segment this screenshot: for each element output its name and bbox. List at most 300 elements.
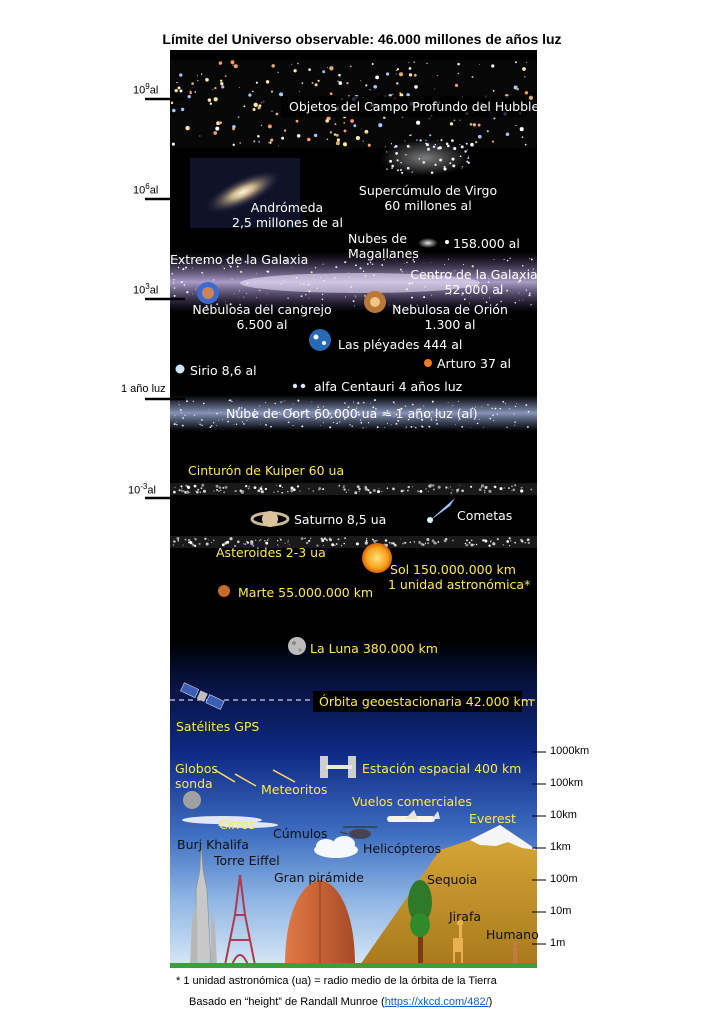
star-particle	[363, 402, 365, 404]
star-particle	[213, 490, 214, 491]
star-particle	[468, 156, 469, 157]
star-particle	[206, 543, 209, 546]
star-particle	[266, 80, 269, 83]
star-particle	[242, 421, 243, 422]
star-particle	[281, 492, 283, 494]
star-particle	[291, 64, 292, 65]
moon	[288, 637, 306, 655]
star-particle	[309, 298, 310, 299]
star-particle	[173, 544, 175, 546]
star-particle	[246, 293, 247, 294]
star-particle	[256, 273, 257, 274]
star-particle	[452, 158, 455, 161]
star-particle	[396, 74, 397, 75]
star-particle	[500, 489, 501, 490]
star-particle	[289, 281, 290, 282]
star-particle	[239, 142, 241, 144]
star-particle	[454, 119, 456, 121]
star-particle	[287, 298, 288, 299]
star-particle	[277, 72, 278, 73]
star-particle	[280, 539, 282, 541]
star-particle	[414, 74, 417, 77]
star-particle	[254, 103, 258, 107]
star-particle	[400, 269, 402, 271]
star-particle	[173, 279, 174, 280]
star-particle	[182, 417, 184, 419]
star-particle	[221, 412, 222, 413]
scale-label-1e6: $10^6al$	[133, 182, 159, 197]
star-particle	[470, 486, 472, 488]
star-particle	[418, 541, 421, 544]
star-particle	[488, 545, 490, 547]
star-particle	[334, 544, 336, 546]
star-particle	[231, 60, 235, 64]
star-particle	[405, 154, 407, 156]
star-particle	[256, 297, 257, 298]
star-particle	[450, 486, 451, 487]
star-particle	[265, 488, 267, 490]
star-particle	[387, 487, 389, 489]
star-particle	[201, 73, 202, 74]
star-particle	[357, 402, 359, 404]
star-particle	[525, 144, 527, 146]
star-particle	[255, 540, 256, 541]
star-particle	[522, 136, 524, 138]
star-particle	[232, 125, 236, 129]
star-particle	[329, 538, 332, 541]
star-particle	[464, 298, 466, 300]
star-particle	[367, 263, 369, 265]
label-sequoia: Sequoia	[427, 872, 478, 887]
label-commercial-flights: Vuelos comerciales	[352, 794, 472, 809]
star-particle	[287, 491, 289, 493]
label-helicopters: Helicópteros	[363, 841, 442, 856]
star-particle	[392, 94, 393, 95]
star-particle	[282, 487, 283, 488]
label-hubble: Objetos del Campo Profundo del Hubble	[289, 99, 540, 114]
star-particle	[249, 486, 250, 487]
star-particle	[470, 544, 473, 547]
star-particle	[176, 424, 177, 425]
star-particle	[219, 121, 222, 124]
label-cirrus: Cirros	[219, 817, 256, 832]
star-particle	[320, 277, 321, 278]
star-particle	[220, 82, 223, 85]
alpha-centauri-b	[301, 384, 305, 388]
label-virgo: Supercúmulo de Virgo 60 millones al	[358, 183, 498, 213]
star-particle	[410, 542, 411, 543]
star-particle	[325, 119, 329, 123]
star-particle	[504, 259, 505, 260]
star-particle	[370, 403, 371, 404]
star-particle	[213, 131, 217, 135]
star-particle	[374, 399, 376, 401]
star-particle	[467, 149, 468, 150]
star-particle	[208, 409, 209, 410]
star-particle	[192, 268, 193, 269]
star-particle	[504, 487, 505, 488]
star-particle	[330, 131, 332, 133]
star-particle	[404, 263, 405, 264]
star-particle	[323, 280, 324, 281]
star-particle	[223, 492, 224, 493]
star-particle	[269, 142, 271, 144]
star-particle	[465, 543, 466, 544]
star-particle	[459, 144, 460, 145]
star-particle	[524, 542, 526, 544]
star-particle	[511, 490, 512, 491]
star-particle	[531, 259, 533, 261]
star-particle	[343, 122, 345, 124]
star-particle	[219, 486, 222, 489]
star-particle	[292, 267, 293, 268]
star-particle	[308, 284, 310, 286]
star-particle	[484, 492, 485, 493]
label-galaxy-center: Centro de la Galaxia 52.000 al	[410, 267, 538, 297]
star-particle	[270, 139, 273, 142]
star-particle	[404, 542, 406, 544]
star-particle	[467, 157, 469, 159]
star-particle	[343, 543, 345, 545]
star-particle	[180, 485, 182, 487]
star-particle	[208, 98, 212, 102]
star-particle	[465, 544, 467, 546]
star-particle	[205, 78, 209, 82]
star-particle	[237, 540, 240, 543]
star-particle	[433, 145, 436, 148]
star-particle	[267, 539, 268, 540]
star-particle	[514, 425, 515, 426]
star-particle	[421, 543, 424, 546]
star-particle	[297, 63, 299, 65]
star-particle	[372, 263, 374, 265]
star-particle	[373, 274, 375, 276]
label-moon: La Luna 380.000 km	[310, 641, 438, 656]
star-particle	[493, 259, 494, 260]
star-particle	[355, 264, 357, 266]
star-particle	[385, 539, 388, 542]
scale-label-100m: 100m	[550, 873, 578, 885]
star-particle	[183, 545, 184, 546]
star-particle	[379, 286, 380, 287]
star-particle	[208, 539, 209, 540]
star-particle	[354, 305, 355, 306]
star-particle	[178, 402, 179, 403]
star-particle	[491, 540, 492, 541]
star-particle	[178, 489, 180, 491]
star-particle	[415, 427, 416, 428]
star-particle	[211, 425, 212, 426]
star-particle	[308, 540, 310, 542]
star-particle	[188, 539, 191, 542]
star-particle	[356, 297, 357, 298]
star-particle	[509, 408, 510, 409]
star-particle	[375, 541, 376, 542]
star-particle	[406, 262, 407, 263]
star-particle	[369, 89, 370, 90]
star-particle	[186, 491, 189, 494]
star-particle	[197, 75, 198, 76]
star-particle	[460, 120, 461, 121]
star-particle	[497, 414, 498, 415]
star-particle	[461, 145, 464, 148]
label-andromeda: Andrómeda 2,5 millones de al	[232, 200, 343, 230]
star-particle	[351, 425, 352, 426]
star-particle	[455, 424, 456, 425]
star-particle	[439, 158, 442, 161]
star-particle	[528, 542, 530, 544]
star-particle	[413, 261, 415, 263]
star-particle	[314, 134, 317, 137]
star-particle	[525, 91, 528, 94]
star-particle	[182, 268, 184, 270]
star-particle	[391, 143, 392, 144]
label-gps: Satélites GPS	[176, 719, 260, 734]
scale-label-1m: 1m	[550, 937, 566, 949]
star-particle	[436, 423, 438, 425]
star-particle	[397, 68, 399, 70]
star-particle	[239, 87, 240, 88]
star-particle	[449, 162, 451, 164]
label-oort-cloud: Nube de Oort 60.000 ua ≈ 1 año luz (al)	[226, 406, 478, 421]
star-particle	[393, 401, 395, 403]
star-particle	[514, 421, 515, 422]
star-particle	[198, 422, 199, 423]
star-particle	[365, 487, 367, 489]
star-particle	[384, 427, 385, 428]
star-particle	[271, 111, 272, 112]
star-particle	[233, 144, 235, 146]
star-particle	[204, 538, 206, 540]
star-particle	[338, 81, 342, 85]
star-particle	[346, 492, 347, 493]
label-eiffel-tower: Torre Eiffel	[214, 853, 280, 868]
star-particle	[491, 64, 494, 67]
star-particle	[344, 261, 346, 263]
star-particle	[240, 271, 242, 273]
star-particle	[276, 113, 279, 116]
star-particle	[277, 540, 278, 541]
star-particle	[470, 427, 471, 428]
star-particle	[365, 84, 367, 86]
star-particle	[461, 489, 464, 492]
star-particle	[478, 124, 481, 127]
star-particle	[482, 539, 484, 541]
star-particle	[253, 140, 255, 142]
star-particle	[223, 487, 225, 489]
star-particle	[395, 145, 398, 148]
star-particle	[334, 133, 336, 135]
star-particle	[344, 129, 347, 132]
star-particle	[444, 264, 445, 265]
star-particle	[277, 490, 279, 492]
star-particle	[386, 151, 387, 152]
star-particle	[248, 93, 251, 96]
star-particle	[514, 542, 516, 544]
star-particle	[443, 167, 446, 170]
star-particle	[201, 487, 203, 489]
star-particle	[326, 539, 328, 541]
star-particle	[363, 271, 364, 272]
star-particle	[350, 66, 352, 68]
star-particle	[243, 423, 245, 425]
star-particle	[257, 106, 260, 109]
star-particle	[431, 262, 432, 263]
star-particle	[487, 130, 489, 132]
star-particle	[177, 86, 180, 89]
star-particle	[187, 486, 190, 489]
star-particle	[448, 259, 449, 260]
star-particle	[300, 283, 302, 285]
star-particle	[348, 489, 349, 490]
star-particle	[489, 418, 491, 420]
star-particle	[263, 101, 264, 102]
star-particle	[231, 401, 232, 402]
star-particle	[357, 485, 360, 488]
star-particle	[359, 267, 361, 269]
star-particle	[479, 488, 482, 491]
star-particle	[508, 487, 510, 489]
star-particle	[288, 421, 290, 423]
star-particle	[189, 91, 191, 93]
star-particle	[201, 419, 203, 421]
star-particle	[181, 108, 184, 111]
label-mars: Marte 55.000.000 km	[238, 585, 374, 600]
star-particle	[460, 155, 462, 157]
star-particle	[265, 402, 266, 403]
xkcd-link[interactable]: https://xkcd.com/482/	[384, 996, 489, 1008]
star-particle	[370, 492, 372, 494]
star-particle	[402, 490, 404, 492]
star-particle	[366, 427, 367, 428]
star-particle	[445, 538, 447, 540]
star-particle	[297, 134, 300, 137]
star-particle	[245, 485, 247, 487]
star-particle	[389, 542, 390, 543]
star-particle	[222, 419, 223, 420]
star-particle	[400, 162, 401, 163]
star-particle	[219, 61, 222, 64]
star-particle	[385, 146, 386, 147]
star-particle	[408, 62, 409, 63]
star-particle	[270, 426, 272, 428]
star-particle	[450, 122, 453, 125]
star-particle	[435, 144, 436, 145]
star-particle	[481, 407, 482, 408]
star-particle	[492, 414, 494, 416]
star-particle	[333, 422, 334, 423]
star-particle	[368, 144, 371, 147]
star-particle	[238, 297, 239, 298]
label-meteors: Meteoritos	[261, 782, 328, 797]
star-particle	[391, 291, 392, 292]
star-particle	[261, 102, 262, 103]
star-particle	[218, 491, 219, 492]
star-particle	[172, 143, 175, 146]
star-particle	[513, 489, 516, 492]
star-particle	[394, 403, 395, 404]
star-particle	[267, 293, 268, 294]
star-particle	[351, 291, 352, 292]
star-particle	[312, 82, 314, 84]
star-particle	[529, 258, 530, 259]
star-particle	[453, 147, 456, 150]
star-particle	[459, 485, 460, 486]
star-particle	[337, 138, 340, 141]
star-particle	[179, 404, 180, 405]
star-particle	[406, 427, 407, 428]
star-particle	[324, 537, 327, 540]
label-human: Humano	[486, 927, 539, 942]
star-particle	[422, 161, 425, 164]
star-particle	[417, 490, 418, 491]
star-particle	[386, 72, 389, 75]
label-arcturus: Arturo 37 al	[437, 356, 512, 371]
star-particle	[293, 425, 294, 426]
star-particle	[301, 537, 304, 540]
star-particle	[395, 152, 398, 155]
star-particle	[211, 542, 212, 543]
star-particle	[411, 426, 413, 428]
star-particle	[361, 422, 363, 424]
star-particle	[392, 488, 395, 491]
star-particle	[199, 135, 200, 136]
star-particle	[307, 138, 311, 142]
star-particle	[336, 422, 338, 424]
star-particle	[194, 414, 196, 416]
star-particle	[355, 296, 356, 297]
star-particle	[210, 103, 212, 105]
star-particle	[256, 82, 258, 84]
star-particle	[334, 277, 336, 279]
star-particle	[444, 168, 445, 169]
star-particle	[365, 542, 368, 545]
credit-line: Basado en “height” de Randall Munroe (https://xkcd.com/482/)	[189, 996, 493, 1008]
star-particle	[468, 544, 469, 545]
star-particle	[180, 89, 183, 92]
star-particle	[359, 491, 360, 492]
star-particle	[199, 543, 201, 545]
label-giraffe: Jirafa	[449, 909, 482, 924]
star-particle	[405, 428, 406, 429]
star-particle	[343, 485, 345, 487]
star-particle	[268, 124, 272, 128]
star-particle	[527, 538, 530, 541]
star-particle	[216, 413, 217, 414]
star-particle	[392, 542, 394, 544]
star-particle	[290, 489, 293, 492]
star-particle	[216, 425, 217, 426]
star-particle	[353, 300, 355, 302]
star-particle	[368, 422, 369, 423]
star-particle	[363, 141, 364, 142]
star-particle	[313, 490, 314, 491]
label-saturn: Saturno 8,5 ua	[294, 512, 387, 527]
star-particle	[313, 275, 314, 276]
star-particle	[218, 420, 219, 421]
star-particle	[522, 67, 526, 71]
star-particle	[455, 84, 458, 87]
star-particle	[379, 488, 380, 489]
star-particle	[349, 272, 350, 273]
star-particle	[402, 271, 403, 272]
star-particle	[431, 171, 434, 174]
star-particle	[186, 291, 188, 293]
star-particle	[229, 537, 232, 540]
star-particle	[402, 543, 404, 545]
star-particle	[484, 490, 486, 492]
star-particle	[434, 164, 436, 166]
